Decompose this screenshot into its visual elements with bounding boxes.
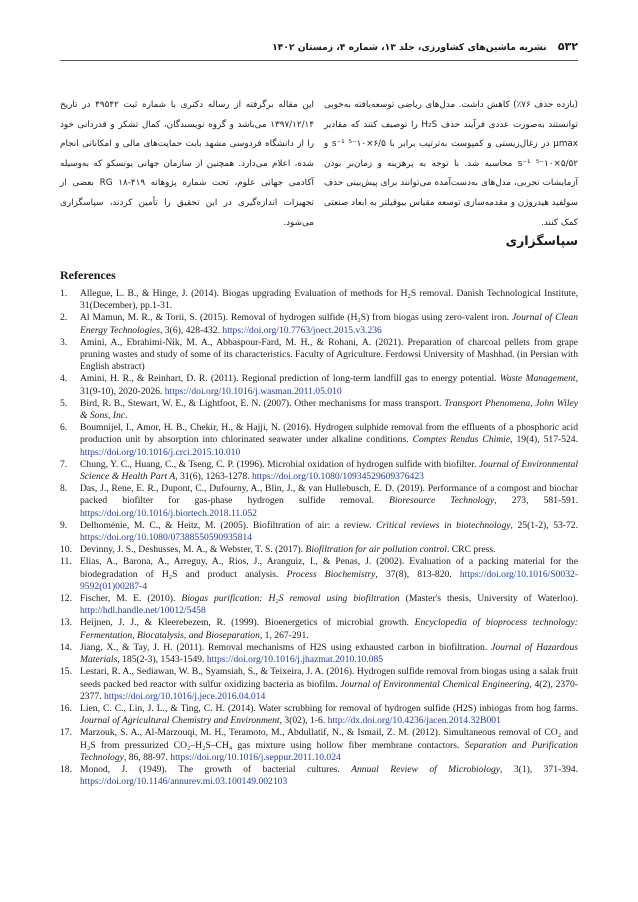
reference-doi-link[interactable]: https://doi.org/10.1080/10934529609376423 [251, 471, 424, 483]
reference-item [60, 312, 578, 336]
reference-journal: Journal of Clean Energy Technologies [80, 312, 578, 336]
reference-number: 9. [60, 519, 68, 531]
reference-number: 16. [60, 702, 72, 714]
reference-item [60, 593, 578, 617]
reference-journal: Journal of Hazardous Materials [80, 641, 578, 666]
reference-text: Jiang, X., & Tay, J. H. (2011). Removal mechanisms of H2S using exhausted carbon in biofiltration. [80, 641, 492, 653]
reference-number: 4. [60, 373, 68, 385]
reference-text: Fischer, M. E. (2010). [80, 593, 182, 605]
reference-item [60, 666, 578, 703]
reference-details: . [125, 410, 128, 422]
reference-details: , 37(8), 813-820. [375, 568, 460, 580]
reference-number: 10. [60, 544, 72, 556]
reference-details: , 273, 581-591. [494, 495, 578, 507]
reference-details: , 25(1-2), 53-72. [510, 519, 578, 531]
reference-details: , 31(6), 1263-1278. [175, 471, 252, 483]
acknowledgement-paragraph: این مقاله برگرفته از رساله دکتری با شماره ثبت ۴۹۵۴۲ در تاریخ ۱۳۹۷/۱۲/۱۴ می‌باشد و گروه نویسندگان، کمال تشکر و قدردانی خود را از دانشگاه فردوسی مشهد بابت حمایت‌های مالی و امکاناتی انجام شده، اعلام می‌دارد. همچنین از سازمان جهانی یونسکو که به‌وسیله آکادمی جهانی علوم، تحت شماره پژوهانه RG ۱۸-۴۱۹ بعضی از تجهیزات اندازه‌گیری در این تحقیق را تأمین کردند، سپاسگزاری می‌شود. [60, 100, 315, 228]
acknowledgement-text [60, 96, 314, 233]
reference-journal: Journal of Environmental Science & Health Part A [80, 458, 579, 483]
reference-number: 1. [60, 288, 68, 299]
reference-number: 2. [60, 312, 68, 324]
acknowledgement-heading: سپاسگزاری [505, 233, 578, 248]
reference-number: 17. [60, 727, 72, 739]
reference-text: Bird, R. B., Stewart, W. E., & Lightfoot, E. N. (2007). Other mechanisms for mass transport. [80, 397, 445, 409]
reference-details: . CRC press. [446, 544, 496, 556]
reference-item [60, 398, 578, 422]
reference-text: Heijnen, J. J., & Kleerebezem, R. (1999). Bioenergetics of microbial growth. [80, 617, 415, 629]
conclusion-text [324, 96, 578, 233]
reference-doi-link[interactable]: http://hdl.handle.net/10012/5458 [80, 605, 206, 617]
reference-text: Amini, A., Ebrahimi-Nik, M. A., Abbaspour-Fard, M. H., & Rohani, A. (2021). Preparation of charcoal pellets from grape pruning wastes and study of some of its characteristics. Faculty of Agriculture. Ferdowsi University of Mashhad. (in Persian with English abstract) [80, 336, 578, 373]
reference-number: 8. [60, 483, 68, 495]
reference-journal: Waste Management [499, 373, 576, 385]
reference-journal: Annual Review of Microbiology [351, 763, 501, 775]
reference-item [60, 483, 578, 520]
reference-doi-link[interactable]: https://doi.org/10.1146/annurev.mi.03.100149.002103 [80, 776, 288, 788]
reference-journal: Comptes Rendus Chimie [412, 434, 511, 446]
reference-text: Delhoménie, M. C., & Heitz, M. (2005). Biofiltration of air: a review. [80, 519, 377, 531]
reference-number: 12. [60, 593, 72, 605]
reference-text: Lestari, R. A., Sediawan, W. B., Syamsiah, S., & Teixeira, J. A. (2016). Hydrogen sulfide removal from biogas using a salak fruit seeds packed bed reactor with sulfur oxidizing bacteria as biofilm. [80, 666, 578, 690]
reference-text: Monod, J. (1949). The growth of bacterial cultures. [80, 763, 352, 775]
reference-journal: Encyclopedia of bioprocess technology: Fermentation, Biocatalysis, and Bioseparation [80, 617, 578, 641]
reference-text: Boumnijel, I., Amor, H. B., Chekir, H., & Hajji, N. (2016). Hydrogen sulphide removal from the effluents of a phosphoric acid production unit by absorption into chlorinated seawater under alkaline conditions. [80, 422, 578, 446]
reference-details: , 19(4), 517-524. [510, 434, 579, 446]
reference-number: 3. [60, 336, 68, 348]
reference-text: Amini, H. R., & Reinhart, D. R. (2011). Regional prediction of long-term landfill gas to energy potential. [80, 373, 500, 385]
reference-number: 18. [60, 763, 72, 775]
reference-item [60, 373, 578, 397]
reference-number: 15. [60, 666, 72, 678]
reference-journal: Bioresource Technology [389, 495, 495, 507]
reference-item [60, 337, 578, 374]
reference-journal: Separation and Purification Technology [80, 739, 578, 763]
reference-item [60, 422, 578, 459]
reference-item [60, 617, 578, 641]
references-list [60, 288, 578, 788]
reference-item [60, 764, 578, 788]
reference-details: , 3(6), 428-432. [160, 324, 223, 336]
reference-journal: Biofiltration for air pollution control [305, 544, 447, 556]
reference-item [60, 288, 578, 312]
reference-item [60, 703, 578, 727]
reference-text: Chung, Y. C., Huang, C., & Tseng, C. P. (1996). Microbial oxidation of hydrogen sulfide with biofilter. [80, 458, 479, 470]
reference-journal: Transport Phenomena, John Wiley & Sons, Inc [80, 397, 579, 422]
reference-text: Allegue, L. B., & Hinge, J. (2014). Biogas upgrading Evaluation of methods for H₂S removal. Danish Technological Institute, 31(December), pp.1-31. [80, 288, 578, 312]
reference-details: (Master's thesis, University of Waterloo). [399, 593, 578, 605]
reference-number: 7. [60, 458, 68, 470]
reference-number: 14. [60, 641, 72, 653]
reference-doi-link[interactable]: http://dx.doi.org/10.4236/jacen.2014.32B001 [327, 715, 501, 727]
journal-info: نشریه ماشین‌های کشاورزی، جلد ۱۳، شماره ۴، زمستان ۱۴۰۲ [272, 42, 547, 53]
reference-doi-link[interactable]: https://doi.org/10.1016/j.biortech.2018.11.052 [80, 507, 257, 519]
reference-item [60, 727, 578, 764]
conclusion-paragraph: (بازده حذف ۷۶٪) کاهش داشت. مدل‌های ریاضی توسعه‌یافته به‌خوبی توانستند به‌صورت عددی فرآیند حذف H₂S را توصیف کنند که مقادیر μmax در زغال‌زیستی و کمپوست به‌ترتیب برابر با ۶/۵×۱۰⁻⁵ s⁻¹ و ۵/۵۲×۱۰⁻⁵ s⁻¹ محاسبه شد. با توجه به پرهزینه و زمان‌بر بودن آزمایشات تجربی، مدل‌های به‌دست‌آمده می‌توانند برای پیش‌بینی حذف سولفید هیدروژن و مقدمه‌سازی توسعه مقیاس بیوفیلتر به ابعاد صنعتی کمک کنند. [324, 100, 579, 228]
reference-text: Devinny, J. S., Deshusses, M. A., & Webster, T. S. (2017). [80, 544, 306, 556]
reference-doi-link[interactable]: https://doi.org/10.1016/j.jhazmat.2010.10.085 [206, 654, 384, 666]
reference-details: , 185(2-3), 1543-1549. [117, 654, 207, 666]
reference-number: 6. [60, 422, 68, 434]
reference-number: 13. [60, 617, 72, 629]
reference-item [60, 544, 578, 556]
reference-text: Al Mamun, M. R., & Torii, S. (2015). Removal of hydrogen sulfide (H₂S) from biogas using zero-valent iron. [80, 312, 513, 324]
references-heading: References [60, 268, 116, 282]
reference-details: , 3(02), 1-6. [279, 715, 328, 727]
reference-item [60, 556, 578, 593]
reference-details: , 31(9-10), 2020-2026. [80, 373, 578, 397]
reference-details: , 3(1), 371-394. [500, 763, 578, 775]
reference-details: , 1, 267-291. [259, 629, 309, 641]
reference-number: 11. [60, 556, 72, 568]
reference-doi-link[interactable]: https://doi.org/10.1016/j.seppur.2011.10.024 [170, 751, 341, 763]
reference-doi-link[interactable]: https://doi.org/10.1016/j.jece.2016.04.014 [103, 690, 266, 702]
reference-text: Das, J., Rene, E. R., Dupont, C., Dufourny, A., Blin, J., & van Hullebusch, E. D. (2019). Performance of a compost and biochar packed biofilter for gas-phase hydrogen sulfide removal. [80, 483, 578, 507]
reference-text: Lien, C. C., Lin, J. L., & Ting, C. H. (2014). Water scrubbing for removal of hydrogen sulfide (H2S) inbiogas from hog farms. [80, 702, 578, 714]
reference-doi-link[interactable]: https://doi.org/10.1016/S0032-9592(01)00287-4 [80, 568, 579, 592]
reference-journal: Critical reviews in biotechnology [376, 519, 511, 531]
reference-details: , 4(2), 2370-2377. [80, 678, 578, 702]
header-rule [60, 60, 578, 61]
reference-doi-link[interactable]: https://doi.org/10.1016/j.crci.2015.10.010 [80, 446, 241, 458]
reference-item [60, 459, 578, 483]
reference-number: 5. [60, 397, 68, 409]
reference-text: Marzouk, S. A., Al-Marzouqi, M. H., Teramoto, M., Abdullatif, N., & Ismail, Z. M. (2012). Simultaneous removal of CO₂ and H₂S from pressurized CO₂–H₂S–CH₄ gas mixture using hollow fiber membrane contactors. [80, 727, 578, 751]
page-number: ۵۳۲ [557, 40, 578, 53]
reference-journal: Journal of Environmental Chemical Engineering [340, 678, 530, 690]
reference-details: , 86, 88-97. [123, 751, 171, 763]
running-header [60, 40, 578, 56]
reference-doi-link[interactable]: https://doi.org/10.1016/j.wasman.2011.05.010 [164, 385, 342, 397]
reference-journal: Process Biochemistry [286, 568, 376, 580]
reference-doi-link[interactable]: https://doi.org/10.1080/07388550590935814 [80, 532, 252, 544]
reference-journal: Biogas purification: H₂S removal using biofiltration [181, 593, 400, 605]
reference-item [60, 642, 578, 666]
reference-text: Elias, A., Barona, A., Arreguy, A., Rios, J., Aranguiz, I., & Penas, J. (2002). Evaluation of a packing material for the biodegradation of H₂S and product analysis. [80, 556, 578, 580]
reference-journal: Journal of Agricultural Chemistry and Environment [80, 715, 280, 727]
reference-doi-link[interactable]: https://doi.org/10.7763/joect.2015.v3.236 [222, 324, 382, 336]
reference-item [60, 520, 578, 544]
